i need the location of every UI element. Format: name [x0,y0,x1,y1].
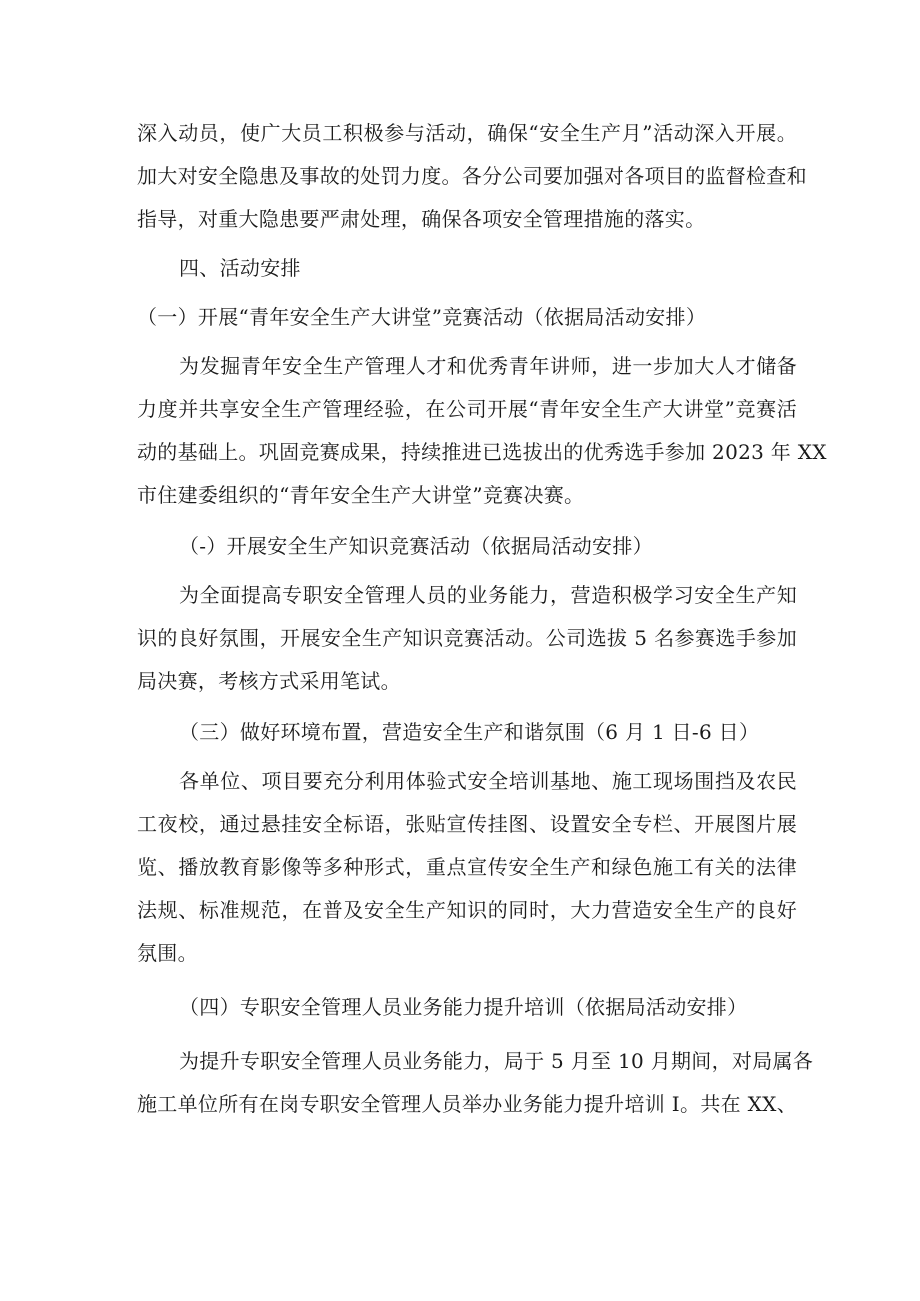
paragraph-line: 加大对安全隐患及事故的处罚力度。各分公司要加强对各项目的监督检查和 [137,164,807,188]
paragraph-line: 氛围。 [137,941,198,965]
document-body [137,112,827,1126]
intro-paragraph [137,112,807,241]
paragraph-line: 深入动员，使广大员工积极参与活动，确保“安全生产月”活动深入开展。 [137,121,797,145]
paragraph-line: 指导，对重大隐患要严肃处理，确保各项安全管理措施的落实。 [137,207,706,231]
section-title: 四、活动安排 [179,256,301,280]
paragraph-line: 识的良好氛围，开展安全生产知识竞赛活动。公司选拔 5 名参赛选手参加 [137,626,797,650]
item2-paragraph [137,574,797,703]
paragraph-line: 局决赛，考核方式采用笔试。 [137,669,401,693]
paragraph-line: 各单位、项目要充分利用体验式安全培训基地、施工现场围挡及农民 [179,769,797,793]
paragraph-line: 为提升专职安全管理人员业务能力，局于 5 月至 10 月期间，对局属各 [179,1049,814,1073]
item1-paragraph [137,345,827,517]
paragraph-line: 览、播放教育影像等多种形式，重点宣传安全生产和绿色施工有关的法律 [137,855,797,879]
item2-title: （-）开展安全生产知识竞赛活动（依据局活动安排） [179,534,653,558]
item3-paragraph [137,760,797,975]
paragraph-line: 为发掘青年安全生产管理人才和优秀青年讲师，进一步加大人才储备 [179,354,797,378]
paragraph-line: 法规、标准规范，在普及安全生产知识的同时，大力营造安全生产的良好 [137,898,797,922]
paragraph-line: 动的基础上。巩固竞赛成果，持续推进已选拔出的优秀选手参加 2023 年 XX [137,440,827,464]
paragraph-line: 工夜校，通过悬挂安全标语，张贴宣传挂图、设置安全专栏、开展图片展 [137,812,797,836]
paragraph-line: 施工单位所有在岗专职安全管理人员举办业务能力提升培训 I。共在 XX、 [137,1092,797,1116]
paragraph-line: 市住建委组织的“青年安全生产大讲堂”竞赛决赛。 [137,483,585,507]
item4-paragraph [137,1040,814,1126]
paragraph-line: 力度并共享安全生产管理经验，在公司开展“青年安全生产大讲堂”竞赛活 [137,397,797,421]
item3-title: （三）做好环境布置，营造安全生产和谐氛围（6 月 1 日-6 日） [179,720,760,744]
item1-title: （一）开展“青年安全生产大讲堂”竞赛活动（依据局活动安排） [137,305,707,329]
paragraph-line: 为全面提高专职安全管理人员的业务能力，营造积极学习安全生产知 [179,583,797,607]
item4-title: （四）专职安全管理人员业务能力提升培训（依据局活动安排） [179,995,748,1019]
